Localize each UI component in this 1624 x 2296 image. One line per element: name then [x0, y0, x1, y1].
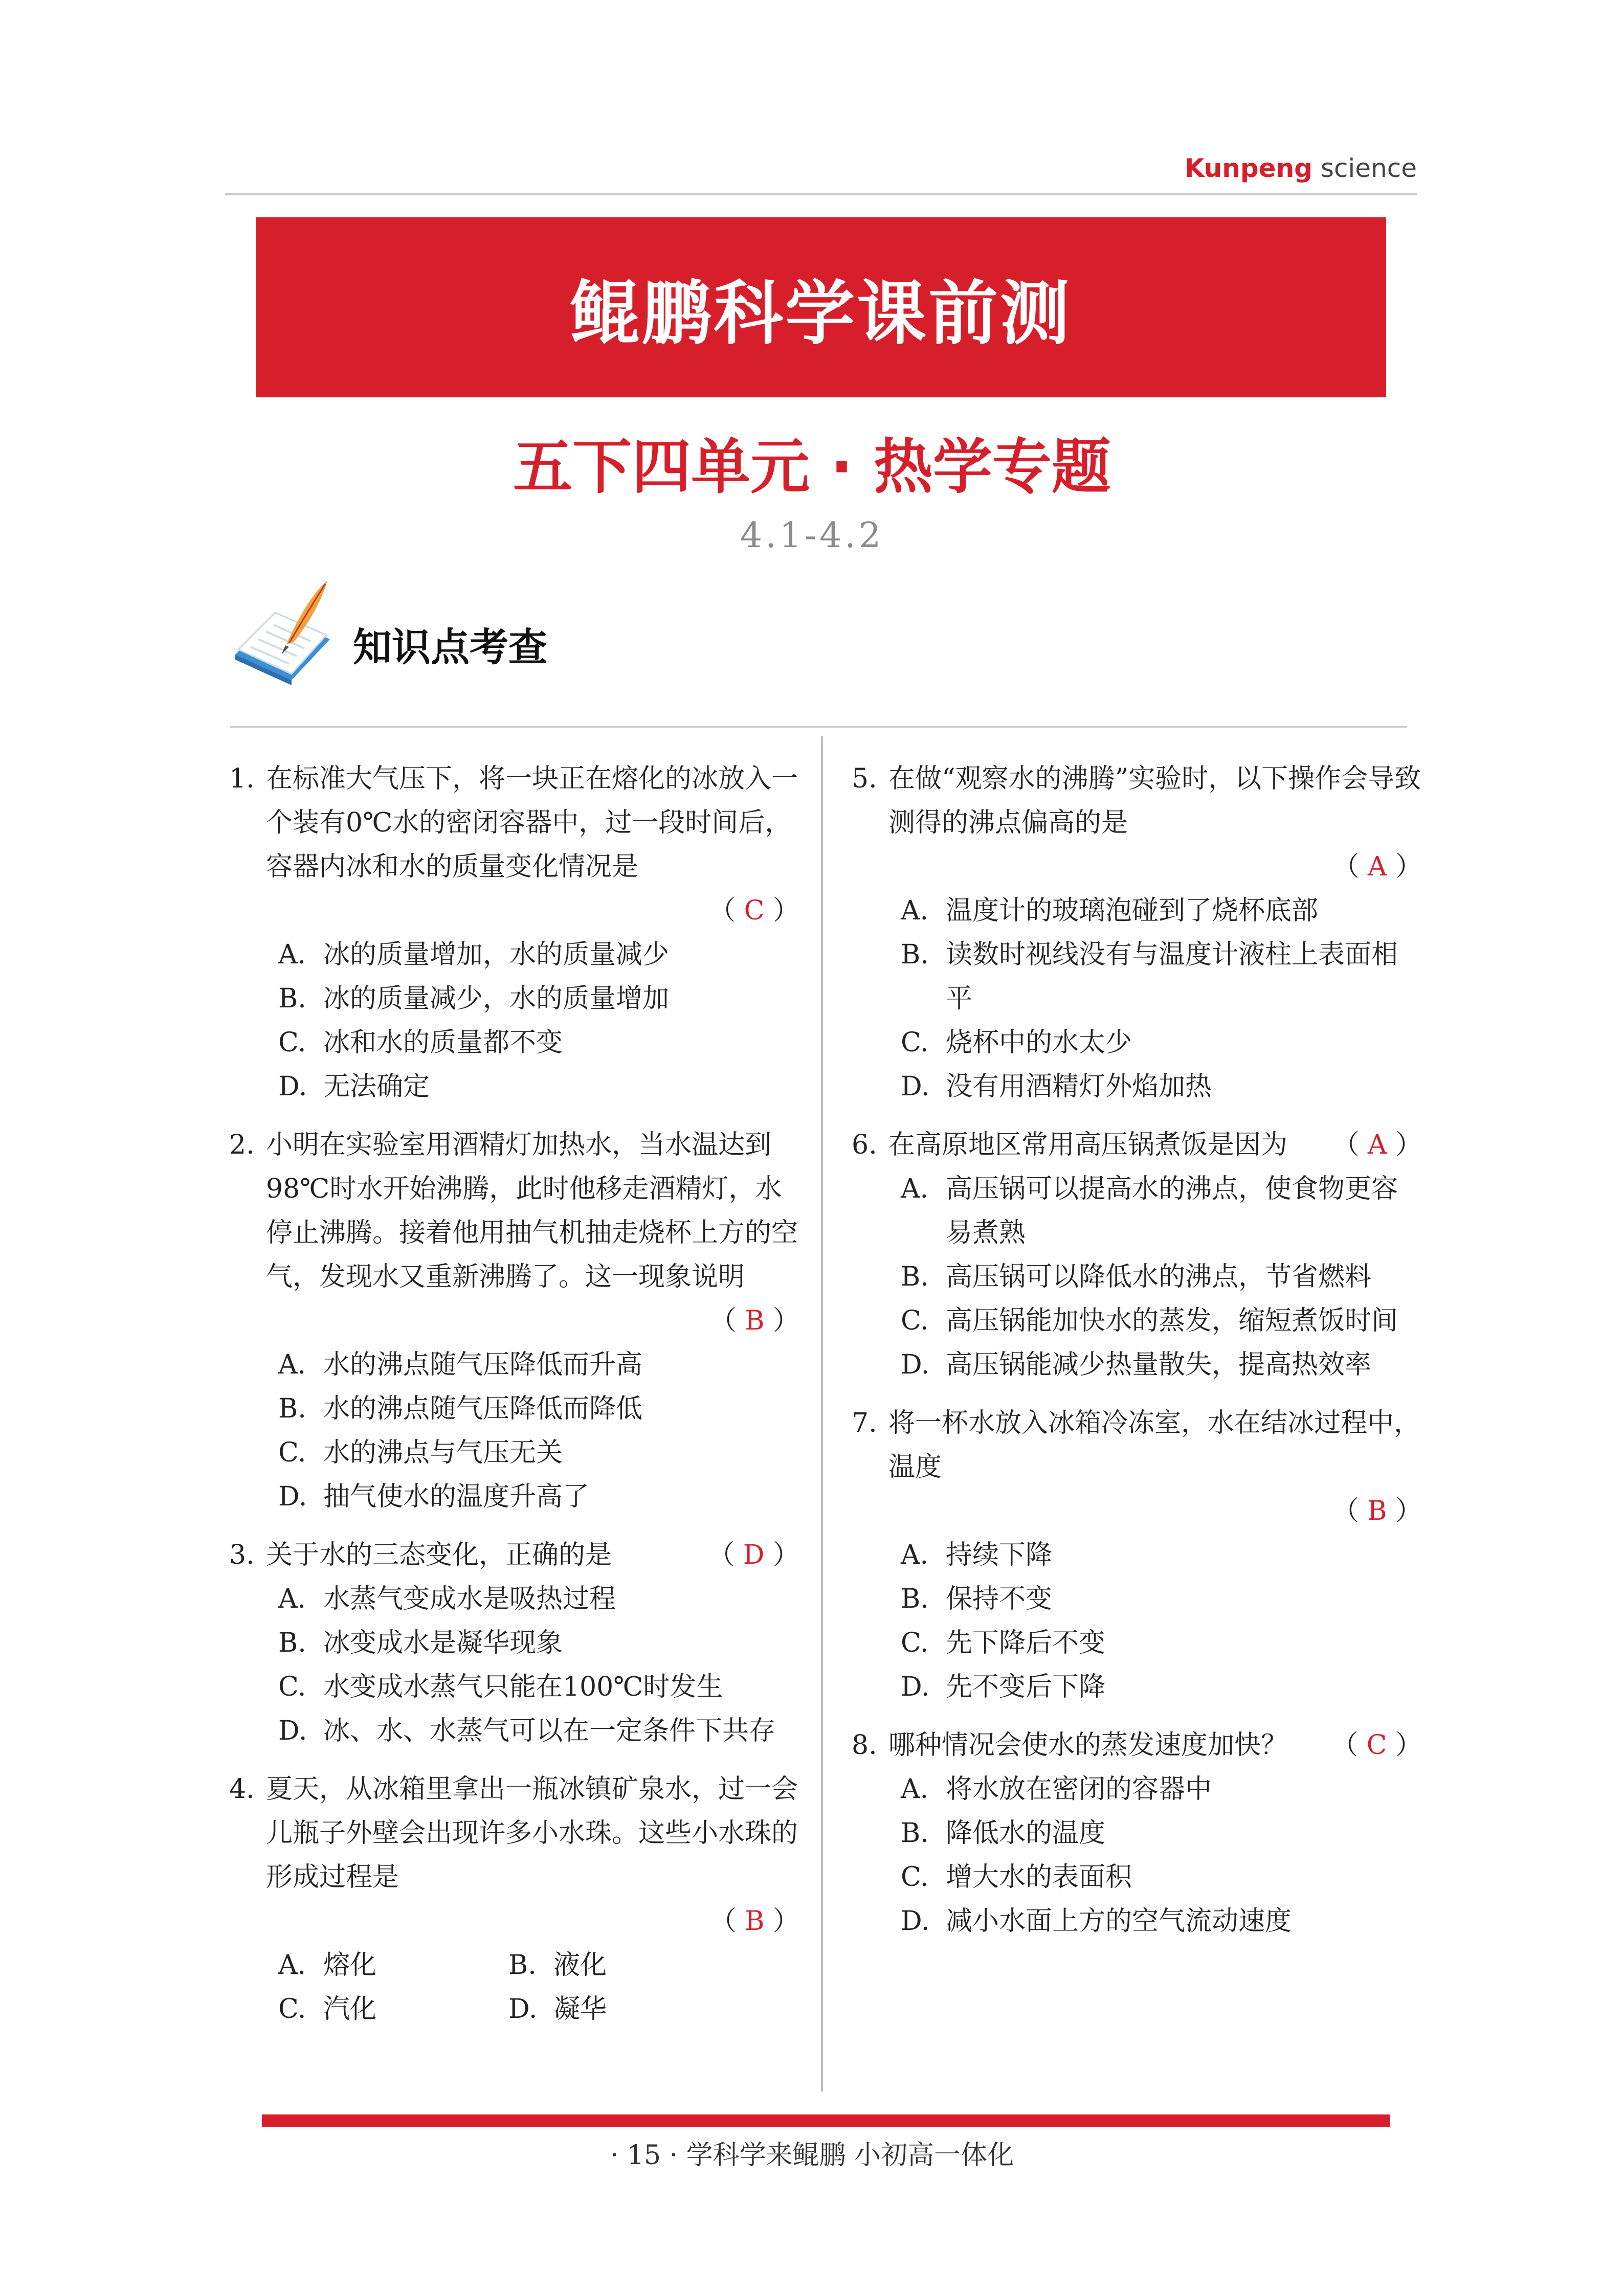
question-number: 7.: [852, 1408, 877, 1438]
option-b: [229, 1387, 799, 1431]
option-label: D.: [901, 1906, 930, 1937]
answer-slot: （ C ）: [1331, 1730, 1422, 1761]
option-label: A.: [901, 1174, 929, 1204]
option-text: 水蒸气变成水是吸热过程: [323, 1584, 616, 1614]
option-a: [229, 1577, 799, 1621]
option-text: 增大水的表面积: [946, 1862, 1132, 1893]
option-b: [852, 933, 1422, 1021]
option-c: [852, 1855, 1422, 1899]
option-a: [852, 889, 1422, 933]
option-d: [229, 1475, 799, 1519]
left-column: [229, 757, 799, 2045]
answer-letter: B: [745, 1305, 765, 1336]
answer-slot: （ C ）: [709, 895, 799, 926]
option-text: 高压锅可以降低水的沸点，节省燃料: [946, 1262, 1372, 1292]
question-number: 2.: [229, 1130, 255, 1160]
question-stem: 在做“观察水的沸腾”实验时，以下操作会导致测得的沸点偏高的是: [888, 763, 1421, 838]
option-d: [508, 1987, 739, 2031]
option-text: 持续下降: [946, 1540, 1053, 1570]
option-label: C.: [901, 1027, 929, 1058]
option-text: 先不变后下降: [946, 1672, 1106, 1702]
question-stem: 夏天，从冰箱里拿出一瓶冰镇矿泉水，过一会儿瓶子外壁会出现许多小水珠。这些小水珠的形成过程是: [266, 1774, 798, 1893]
option-label: C.: [278, 1672, 306, 1702]
option-label: B.: [278, 1393, 306, 1424]
option-c: [852, 1021, 1422, 1065]
option-a: [229, 933, 799, 977]
option-label: A.: [278, 939, 306, 970]
page-footer: [0, 2133, 1624, 2172]
option-b: [229, 977, 799, 1021]
option-label: A.: [278, 1950, 306, 1980]
option-text: 没有用酒精灯外焰加热: [946, 1071, 1212, 1102]
answer-slot: （ B ）: [1332, 1496, 1422, 1526]
option-label: A.: [901, 1540, 929, 1570]
option-a: [852, 1167, 1422, 1255]
option-label: C.: [901, 1628, 929, 1658]
option-c: [229, 1431, 799, 1475]
question-stem: 哪种情况会使水的蒸发速度加快？: [888, 1730, 1288, 1761]
question-3: [229, 1533, 799, 1753]
column-divider: [821, 736, 823, 2091]
brand-name: Kunpeng: [1184, 153, 1312, 183]
option-b: [852, 1577, 1422, 1621]
question-stem: 在高原地区常用高压锅煮饭是因为: [888, 1130, 1288, 1160]
question-stem: 将一杯水放入冰箱冷冻室，水在结冰过程中，温度: [888, 1408, 1421, 1482]
question-5: [852, 757, 1422, 1109]
option-c: [229, 1665, 799, 1709]
option-d: [852, 1343, 1422, 1387]
answer-letter: B: [745, 1906, 765, 1937]
footer-bar: [262, 2114, 1390, 2127]
option-label: A.: [901, 1774, 929, 1805]
header-divider: [225, 193, 1417, 195]
option-b: [229, 1621, 799, 1665]
answer-slot: （ A ）: [1332, 851, 1422, 882]
option-d: [229, 1065, 799, 1109]
option-text: 先下降后不变: [946, 1628, 1106, 1658]
option-c: [852, 1299, 1422, 1343]
option-label: B.: [901, 1262, 929, 1292]
lesson-range: 4.1-4.2: [740, 515, 884, 556]
option-label: B.: [901, 939, 929, 970]
option-text: 高压锅能加快水的蒸发，缩短煮饭时间: [946, 1305, 1398, 1336]
question-7: [852, 1401, 1422, 1709]
option-a: [229, 1343, 799, 1387]
option-text: 水变成水蒸气只能在100℃时发生: [323, 1672, 723, 1702]
option-label: D.: [901, 1071, 930, 1102]
option-label: B.: [508, 1950, 537, 1980]
option-text: 汽化: [323, 1994, 377, 2024]
option-text: 读数时视线没有与温度计液柱上表面相平: [946, 939, 1398, 1014]
option-c: [852, 1621, 1422, 1665]
answer-slot: （ D ）: [708, 1540, 799, 1570]
option-label: D.: [508, 1994, 538, 2024]
option-text: 熔化: [323, 1950, 377, 1980]
question-stem: 在标准大气压下，将一块正在熔化的冰放入一个装有0℃水的密闭容器中，过一段时间后，容器内冰和水的质量变化情况是: [266, 763, 798, 882]
option-text: 烧杯中的水太少: [946, 1027, 1132, 1058]
option-text: 无法确定: [323, 1071, 430, 1102]
question-6: [852, 1123, 1422, 1387]
answer-letter: B: [1367, 1496, 1387, 1526]
option-a: [278, 1943, 508, 1987]
option-text: 温度计的玻璃泡碰到了烧杯底部: [946, 895, 1319, 926]
option-label: A.: [278, 1349, 306, 1380]
question-number: 3.: [229, 1540, 255, 1570]
option-d: [229, 1709, 799, 1753]
question-8: [852, 1723, 1422, 1943]
option-c: [229, 1021, 799, 1065]
option-label: A.: [901, 895, 929, 926]
option-label: D.: [901, 1349, 930, 1380]
answer-slot: （ A ）: [1332, 1130, 1422, 1160]
section-divider: [230, 726, 1407, 728]
option-label: B.: [901, 1818, 929, 1849]
section-title: 知识点考查: [353, 624, 547, 670]
option-label: D.: [901, 1672, 930, 1702]
question-2: [229, 1123, 799, 1519]
option-c: [278, 1987, 508, 2031]
brand-logo-text: [1185, 153, 1417, 183]
question-stem: 关于水的三态变化，正确的是: [266, 1540, 612, 1570]
option-d: [852, 1665, 1422, 1709]
answer-letter: C: [744, 895, 765, 926]
option-text: 保持不变: [946, 1584, 1053, 1614]
page-title: 鲲鹏科学课前测: [570, 274, 1072, 354]
question-number: 1.: [229, 763, 255, 794]
answer-letter: D: [743, 1540, 765, 1570]
option-label: D.: [278, 1481, 307, 1512]
option-text: 冰的质量减少，水的质量增加: [323, 983, 670, 1014]
answer-slot: （ B ）: [709, 1906, 799, 1937]
right-column: [852, 757, 1422, 1957]
option-a: [852, 1533, 1422, 1577]
option-text: 液化: [553, 1950, 607, 1980]
footer-slogan: 学科学来鲲鹏 小初高一体化: [686, 2140, 1014, 2171]
option-text: 冰变成水是凝华现象: [323, 1628, 563, 1658]
option-a: [852, 1767, 1422, 1811]
answer-letter: C: [1366, 1730, 1387, 1761]
option-label: C.: [278, 1027, 306, 1058]
option-text: 水的沸点随气压降低而降低: [323, 1393, 643, 1424]
option-row: [229, 1943, 799, 1987]
option-label: B.: [901, 1584, 929, 1614]
option-b: [852, 1811, 1422, 1855]
option-text: 将水放在密闭的容器中: [946, 1774, 1212, 1805]
answer-slot: （ B ）: [709, 1305, 799, 1336]
option-text: 水的沸点随气压降低而升高: [323, 1349, 643, 1380]
option-text: 高压锅能减少热量散失，提高热效率: [946, 1349, 1372, 1380]
option-text: 冰、水、水蒸气可以在一定条件下共存: [323, 1716, 776, 1746]
title-banner: [256, 217, 1386, 397]
question-number: 8.: [852, 1730, 877, 1761]
option-text: 抽气使水的温度升高了: [323, 1481, 590, 1512]
option-d: [852, 1065, 1422, 1109]
option-label: C.: [278, 1437, 306, 1468]
option-d: [852, 1899, 1422, 1943]
option-label: D.: [278, 1071, 307, 1102]
option-text: 冰的质量增加，水的质量减少: [323, 939, 670, 970]
option-b: [852, 1255, 1422, 1299]
option-text: 凝华: [553, 1994, 607, 2024]
option-row: [229, 1987, 799, 2031]
answer-letter: A: [1367, 1130, 1387, 1160]
question-number: 5.: [852, 763, 877, 794]
option-label: C.: [901, 1305, 929, 1336]
question-number: 6.: [852, 1130, 877, 1160]
question-4: [229, 1767, 799, 2031]
option-label: C.: [278, 1994, 306, 2024]
notebook-quill-icon: [230, 578, 332, 690]
question-stem: 小明在实验室用酒精灯加热水，当水温达到98℃时水开始沸腾，此时他移走酒精灯，水停止沸腾。接着他用抽气机抽走烧杯上方的空气，发现水又重新沸腾了。这一现象说明: [266, 1130, 798, 1292]
option-text: 冰和水的质量都不变: [323, 1027, 563, 1058]
option-label: A.: [278, 1584, 306, 1614]
answer-letter: A: [1367, 851, 1387, 882]
option-b: [508, 1943, 739, 1987]
page-number: · 15 ·: [610, 2140, 678, 2171]
question-number: 4.: [229, 1774, 255, 1805]
page-subtitle: 五下四单元 · 热学专题: [513, 433, 1111, 502]
option-text: 水的沸点与气压无关: [323, 1437, 563, 1468]
option-text: 减小水面上方的空气流动速度: [946, 1906, 1292, 1937]
option-label: C.: [901, 1862, 929, 1893]
question-1: [229, 757, 799, 1109]
option-text: 降低水的温度: [946, 1818, 1106, 1849]
option-text: 高压锅可以提高水的沸点，使食物更容易煮熟: [946, 1174, 1398, 1248]
option-label: B.: [278, 983, 306, 1014]
option-label: B.: [278, 1628, 306, 1658]
brand-suffix: science: [1312, 153, 1417, 183]
option-label: D.: [278, 1716, 307, 1746]
